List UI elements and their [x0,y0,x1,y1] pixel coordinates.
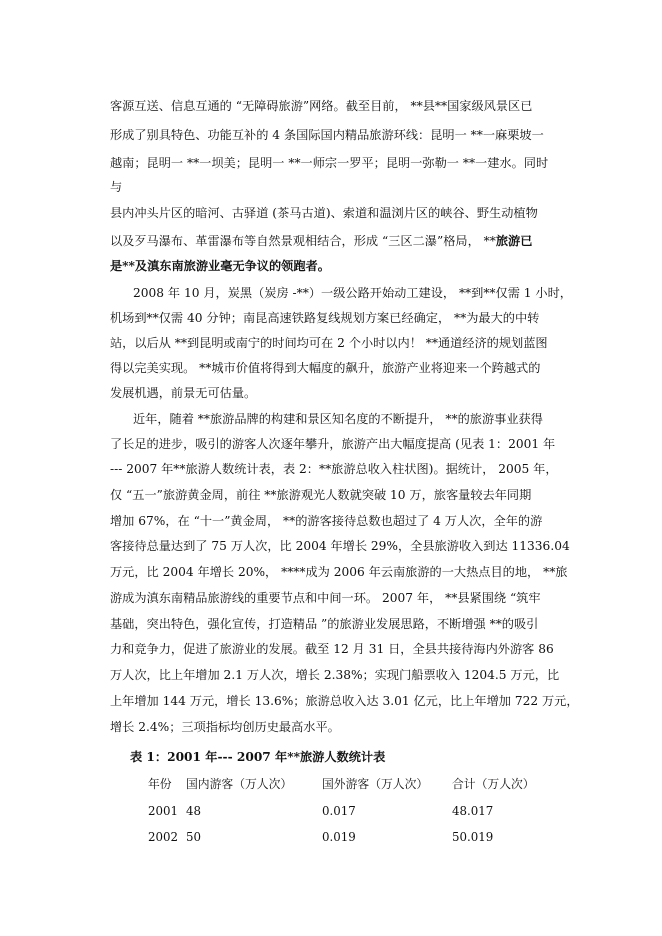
table-title: 表 1：2001 年--- 2007 年**旅游人数统计表 [130,750,386,764]
cell-year: 2002 [148,830,179,844]
header-domestic: 国内游客（万人次） [186,777,293,791]
text-line: 上年增加 144 万元，增长 13.6%；旅游总收入达 3.01 亿元，比上年增加 722 万元， [110,694,579,708]
text-line: 县内冲头片区的暗河、古驿道 (茶马古道)、索道和温浏片区的峡谷、野生动植物 [110,206,538,220]
header-year: 年份 [148,777,172,791]
text-line: 万元，比 2004 年增长 20%， ****成为 2006 年云南旅游的一大热点目的地， **旅 [110,565,568,579]
text-line: --- 2007 年**旅游人数统计表，表 2：**旅游总收入柱状图)。据统计， 2005 年， [110,462,558,476]
cell-domestic: 50 [186,830,202,844]
cell-foreign: 0.019 [322,830,356,844]
text-line: 游成为滇东南精品旅游线的重要节点和中间一环。 2007 年， **县紧围绕 “筑牢 [110,591,541,605]
text-line: 发展机遇，前景无可估量。 [110,386,257,400]
text-line: 形成了别具特色、功能互补的 4 条国际国内精品旅游环线：昆明一 **一麻栗坡一 [110,128,544,142]
bold-line: 是**及滇东南旅游业毫无争议的领跑者。 [110,259,330,273]
cell-foreign: 0.017 [322,804,356,818]
text-line-regular: 以及歹马瀑布、革雷瀑布等自然景观相结合，形成 “三区二瀑”格局， ** [110,234,496,248]
cell-total: 50.019 [452,830,494,844]
text-line: 增加 67%，在 “十一”黄金周， **的游客接待总数也超过了 4 万人次，全年的游 [110,514,543,528]
header-total: 合计（万人次） [452,777,535,791]
header-foreign: 国外游客（万人次） [322,777,429,791]
text-line: 仅 “五一”旅游黄金周，前往 **旅游观光人数就突破 10 万，旅客量较去年同期 [110,488,532,502]
text-line: 基础，突出特色，强化宣传，打造精品 ”的旅游业发展思路，不断增强 **的吸引 [110,617,539,631]
text-line: 得以完美实现。 **城市价值将得到大幅度的飙升，旅游产业将迎来一个跨越式的 [110,361,541,375]
text-line: 了长足的进步，吸引的游客人次逐年攀升，旅游产出大幅度提高 (见表 1：2001 年 [110,437,556,451]
text-line: 力和竞争力，促进了旅游业的发展。截至 12 月 31 日，全县共接待海内外游客 86 [110,642,554,656]
text-line: 2008 年 10 月，炭黑（炭房 -**）一级公路开始动工建设， **到**仅需 1 小时， [133,286,572,300]
cell-total: 48.017 [452,804,494,818]
text-line-bold: 旅游已 [495,234,533,248]
text-line: 站，以后从 **到昆明或南宁的时间均可在 2 个小时以内！ **通道经济的规划蓝图 [110,336,548,350]
text-line: 与 [110,180,123,194]
text-line [110,233,532,249]
text-line: 客接待总量达到了 75 万人次，比 2004 年增长 29%，全县旅游收入到达 11336.04 [110,539,570,553]
cell-domestic: 48 [186,804,202,818]
text-line: 增长 2.4%；三项指标均创历史最高水平。 [110,720,340,734]
text-line: 客源互送、信息互通的 “无障碍旅游”网络。截至目前， **县**国家级风景区已 [110,99,533,113]
text-line: 机场到**仅需 40 分钟；南昆高速铁路复线规划方案已经确定， **为最大的中转 [110,311,540,325]
cell-year: 2001 [148,804,179,818]
text-line: 万人次，比上年增加 2.1 万人次，增长 2.38%；实现门船票收入 1204.5 万元，比 [110,668,560,682]
text-line: 越南；昆明一 **一坝美；昆明一 **一师宗一罗平；昆明一弥勒一 **一建水。同时 [110,156,549,170]
text-line: 近年，随着 **旅游品牌的构建和景区知名度的不断提升， **的旅游事业获得 [133,412,543,426]
